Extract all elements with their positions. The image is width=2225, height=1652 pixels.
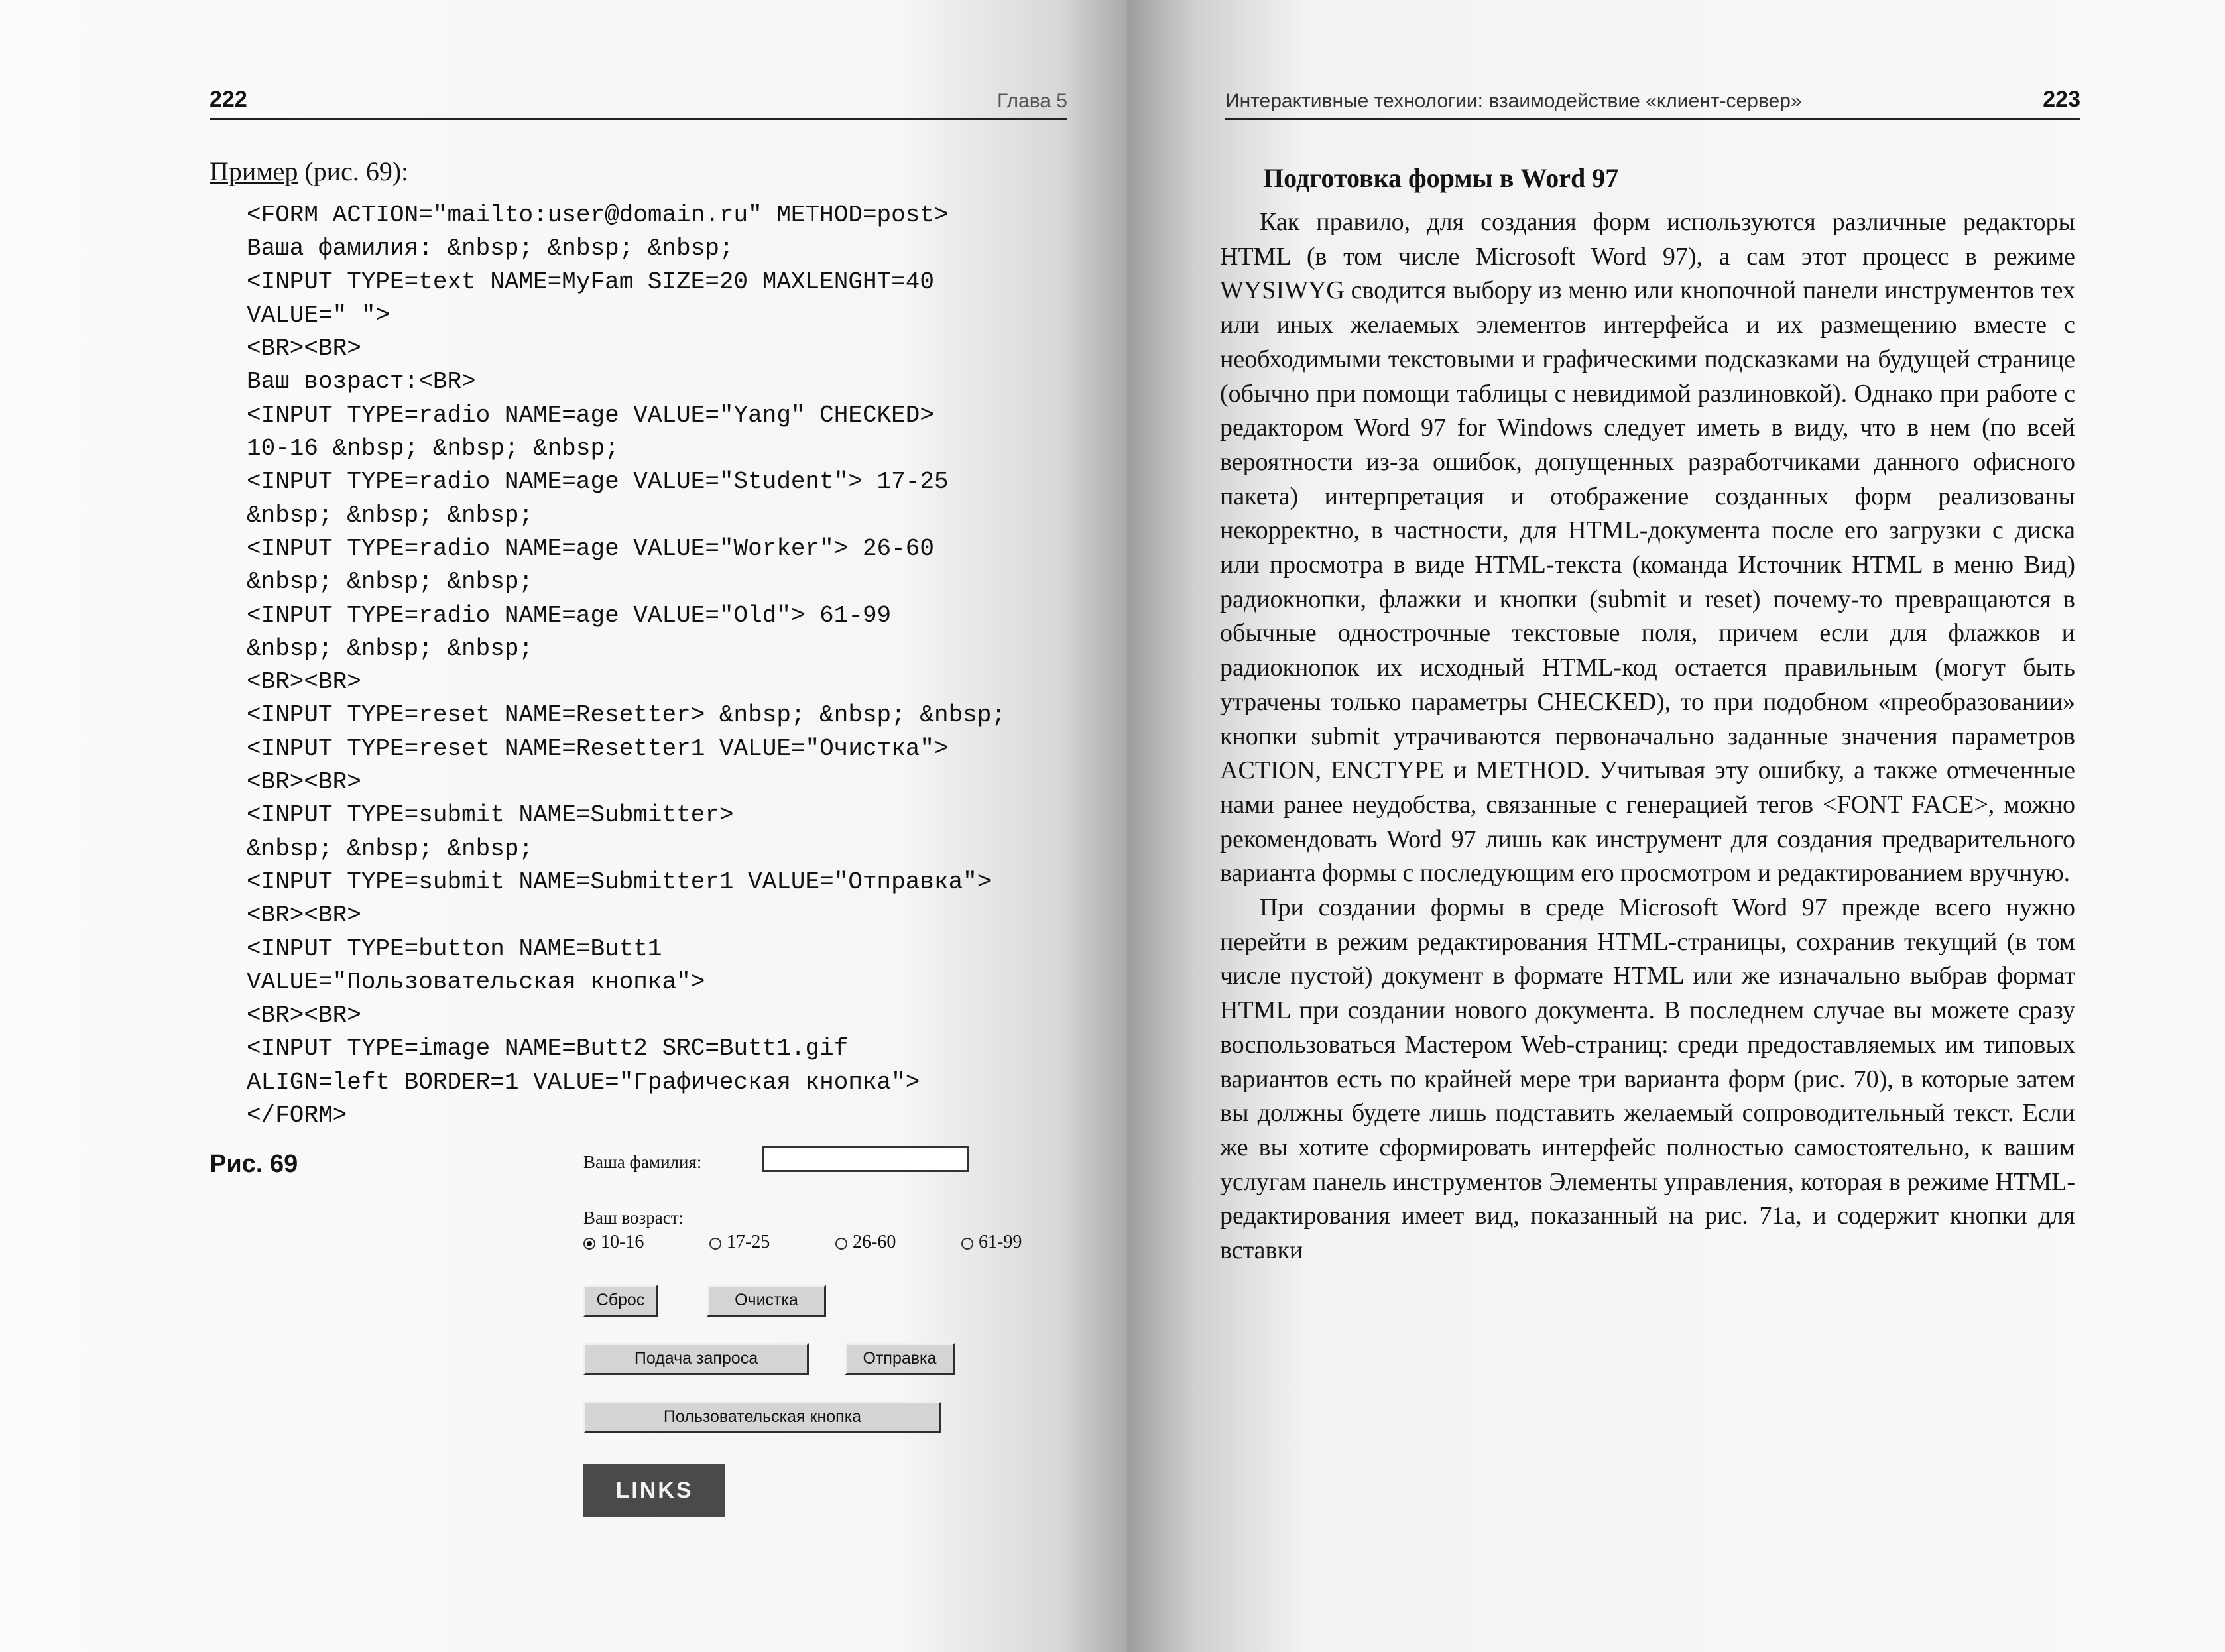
code-line: <INPUT TYPE=button NAME=Butt1	[247, 935, 662, 963]
age-radio-group	[583, 1232, 1048, 1258]
radio-unchecked-icon	[961, 1238, 973, 1250]
code-line: VALUE=" ">	[247, 301, 391, 329]
paragraph: Как правило, для создания форм используются различные редакторы HTML (в том числе Microsoft Word 97), а сам этот процесс в режиме WYSIWYG сводится выбору из меню или кнопочной панели инструментов тех или иных желаемых элементов интерфейса и их размещению вместе с необходимыми текстовыми и графическими подсказками на будущей странице (обычно при помощи таблицы с невидимой разлиновкой). Однако при работе с редактором Word 97 for Windows следует иметь в виду, что в нем (по всей вероятности из-за ошибок, допущенных разработчиками данного офисного пакета) интерпретация и отображение созданных форм реализованы некорректно, в частности, для HTML-документа после его загрузки с диска или просмотра в виде HTML-текста (команда Источник HTML в меню Вид) радиокнопки, флажки и кнопки (submit и reset) почему-то превращаются в обычные однострочные текстовые поля, причем если для флажков и радиокнопок их исходный HTML-код остается правильным (могут быть утрачены только параметры CHECKED), то при подобном «преобразовании» кнопки submit утрачиваются первоначально заданные значения параметров ACTION, ENCTYPE и METHOD. Учитывая эту ошибку, а также отмеченные нами ранее неудобства, связанные с генерацией тегов <FONT FACE>, можно рекомендовать Word 97 лишь как инструмент для создания предварительного варианта формы с последующим его просмотром и редактированием вручную.	[1220, 208, 2075, 888]
code-line: Ваша фамилия: &nbsp; &nbsp; &nbsp;	[247, 235, 734, 263]
code-line: ALIGN=left BORDER=1 VALUE="Графическая кнопка">	[247, 1068, 920, 1096]
age-radio-10-16[interactable]	[583, 1232, 644, 1253]
age-option-label: 17-25	[727, 1232, 770, 1252]
code-line: <FORM ACTION="mailto:user@domain.ru" METHOD=post>	[247, 202, 949, 229]
code-line: <INPUT TYPE=radio NAME=age VALUE="Student"> 17-25	[247, 468, 949, 496]
figure-label: Рис. 69	[210, 1150, 298, 1178]
html-code-listing	[247, 199, 1006, 1132]
code-line: <BR><BR>	[247, 1002, 361, 1030]
code-line: Ваш возраст:<BR>	[247, 368, 476, 396]
code-line: &nbsp; &nbsp; &nbsp;	[247, 835, 534, 862]
code-line: &nbsp; &nbsp; &nbsp;	[247, 568, 534, 596]
age-option-label: 10-16	[601, 1232, 644, 1252]
code-line: <INPUT TYPE=reset NAME=Resetter1 VALUE="Очистка">	[247, 735, 949, 762]
age-option-label: 26-60	[853, 1232, 896, 1252]
running-title: Интерактивные технологии: взаимодействие «клиент-сервер»	[1225, 90, 1802, 112]
page-number-left: 222	[210, 87, 247, 112]
surname-label: Ваша фамилия:	[583, 1152, 702, 1172]
body-text	[1220, 206, 2075, 1268]
image-button[interactable]: LINKS	[583, 1464, 725, 1517]
code-line: <INPUT TYPE=submit NAME=Submitter1 VALUE="Отправка">	[247, 868, 992, 896]
example-heading	[210, 156, 408, 187]
age-radio-26-60[interactable]	[835, 1232, 896, 1253]
code-line: <INPUT TYPE=radio NAME=age VALUE="Old"> 61-99	[247, 601, 892, 629]
code-line: &nbsp; &nbsp; &nbsp;	[247, 634, 534, 662]
paragraph: При создании формы в среде Microsoft Word 97 прежде всего нужно перейти в режим редактирования HTML-страницы, сохранив текущий (в том числе пустой) документ в формате HTML или же изначально выбрав формат HTML при создании нового документа. В последнем случае вы можете сразу воспользоваться Мастером Web-страниц: среди предоставляемых им типовых вариантов есть по крайней мере три варианта форм (рис. 70), в которые затем вы должны будете лишь подставить желаемый сопроводительный текст. Если же вы хотите сформировать интерфейс полностью самостоятельно, к вашим услугам панель инструментов Элементы управления, которая в режиме HTML-редактирования имеет вид, показанный на рис. 71а, и содержит кнопки для вставки	[1220, 894, 2075, 1265]
surname-input[interactable]	[762, 1146, 969, 1172]
section-title: Подготовка формы в Word 97	[1263, 163, 1619, 193]
code-line: <INPUT TYPE=image NAME=Butt2 SRC=Butt1.gif	[247, 1035, 849, 1063]
age-radio-17-25[interactable]	[709, 1232, 770, 1253]
reset-button[interactable]: Сброс	[583, 1285, 658, 1317]
clear-button[interactable]: Очистка	[707, 1285, 826, 1317]
example-figure-ref: (рис. 69):	[298, 156, 409, 186]
age-label: Ваш возраст:	[583, 1208, 684, 1228]
code-line: <INPUT TYPE=reset NAME=Resetter> &nbsp; &nbsp; &nbsp;	[247, 701, 1006, 729]
code-line: <INPUT TYPE=radio NAME=age VALUE="Yang" CHECKED>	[247, 401, 934, 429]
code-line: <BR><BR>	[247, 335, 361, 363]
code-line: &nbsp; &nbsp; &nbsp;	[247, 501, 534, 529]
code-line: <BR><BR>	[247, 668, 361, 696]
chapter-label: Глава 5	[996, 90, 1067, 112]
page-number-right: 223	[2043, 87, 2080, 112]
example-link: Пример	[210, 156, 298, 186]
code-line: VALUE="Пользовательская кнопка">	[247, 968, 705, 996]
code-line: <BR><BR>	[247, 902, 361, 929]
send-button[interactable]: Отправка	[845, 1343, 955, 1375]
code-line: <INPUT TYPE=radio NAME=age VALUE="Worker"> 26-60	[247, 534, 934, 562]
running-header-left	[210, 85, 1067, 120]
radio-unchecked-icon	[709, 1238, 721, 1250]
age-option-label: 61-99	[979, 1232, 1022, 1252]
custom-button[interactable]: Пользовательская кнопка	[583, 1401, 941, 1433]
code-line: 10-16 &nbsp; &nbsp; &nbsp;	[247, 435, 619, 463]
code-line: </FORM>	[247, 1102, 347, 1130]
age-radio-61-99[interactable]	[961, 1232, 1022, 1253]
code-line: <INPUT TYPE=text NAME=MyFam SIZE=20 MAXLENGHT=40	[247, 268, 934, 296]
radio-checked-icon	[583, 1238, 595, 1250]
submit-button[interactable]: Подача запроса	[583, 1343, 809, 1375]
code-line: <INPUT TYPE=submit NAME=Submitter>	[247, 801, 734, 829]
form-demo	[583, 1140, 1087, 1525]
radio-unchecked-icon	[835, 1238, 847, 1250]
running-header-right	[1225, 85, 2080, 120]
code-line: <BR><BR>	[247, 768, 361, 796]
